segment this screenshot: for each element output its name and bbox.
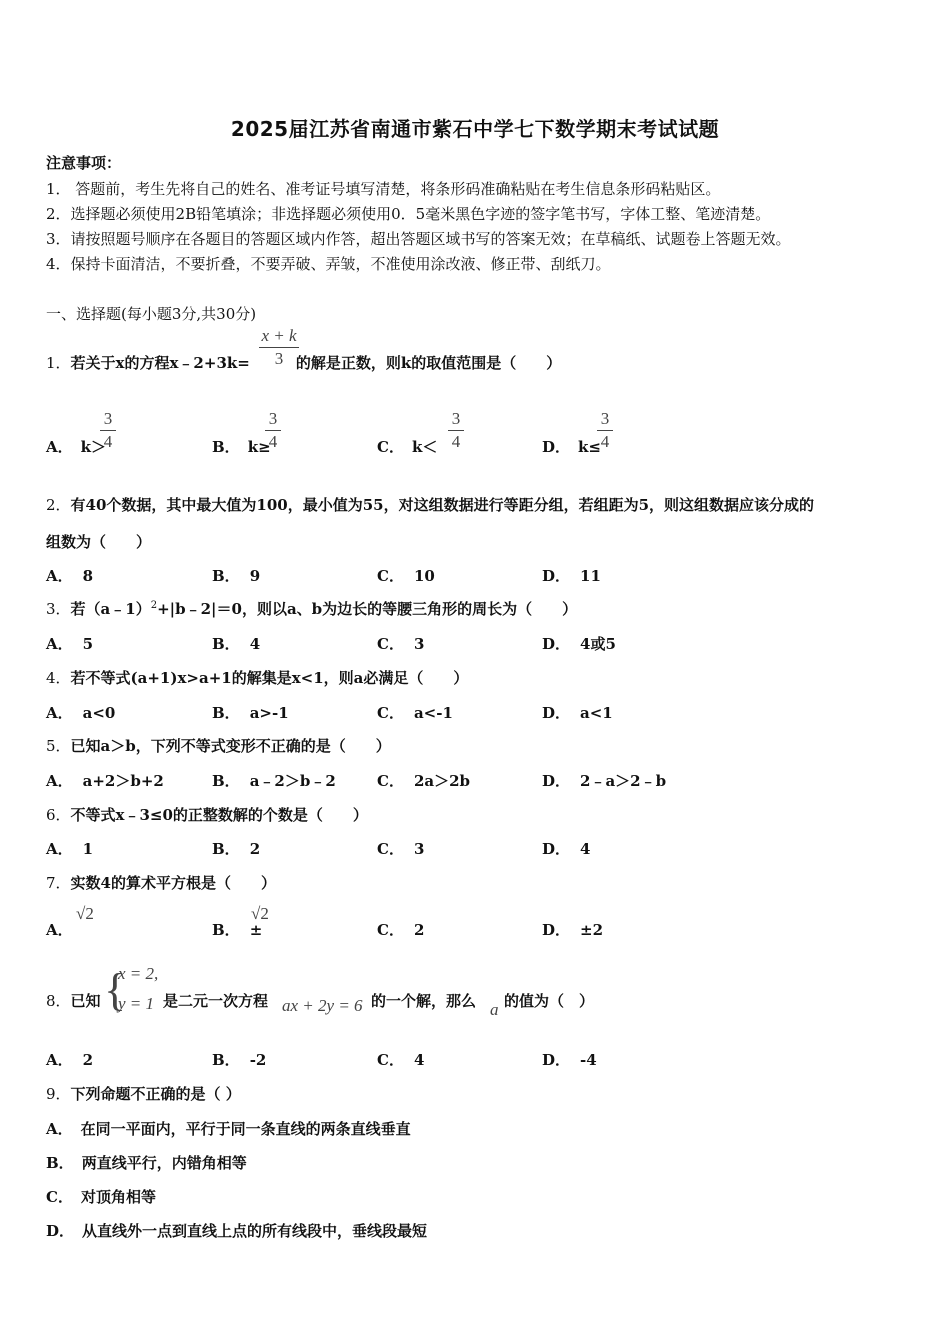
q6-option-d[interactable]: D． 4: [542, 840, 591, 858]
note-item: 4．保持卡面清洁，不要折叠，不要弄破、弄皱，不准使用涂改液、修正带、刮纸刀。: [46, 255, 611, 273]
q2-number: 2．: [46, 496, 71, 514]
q9-option-c[interactable]: C． 对顶角相等: [46, 1188, 156, 1206]
q3-option-a[interactable]: A． 5: [46, 635, 94, 653]
q7-option-b-sqrt: √2: [251, 904, 269, 923]
q1-option-c-fraction: 3 4: [448, 409, 464, 452]
notes-heading: 注意事项：: [46, 154, 122, 172]
question-7: 7．实数4的算术平方根是（ ）: [46, 874, 276, 892]
q9-option-d[interactable]: D． 从直线外一点到直线上点的所有线段中，垂线段最短: [46, 1222, 428, 1240]
page-title: 2025届江苏省南通市紫石中学七下数学期末考试试题: [230, 117, 720, 141]
q1-option-b[interactable]: B． k≥: [212, 438, 271, 456]
q6-option-a[interactable]: A． 1: [46, 840, 94, 858]
q1-fraction-numerator: x + k: [261, 326, 297, 345]
note-item: 2．选择题必须使用2B铅笔填涂；非选择题必须使用0．5毫米黑色字迹的签字笔书写，字体工整、笔迹清楚。: [46, 205, 771, 223]
q6-option-c[interactable]: C． 3: [377, 840, 425, 858]
question-1: [46, 352, 561, 373]
question-3: 3．若（a﹣1）$^2$+|b﹣2|＝0，则以a、b为边长的等腰三角形的周长为（ ）: [46, 600, 578, 618]
q7-option-d[interactable]: D． ±2: [542, 921, 604, 939]
q3-option-d[interactable]: D． 4或5: [542, 635, 616, 653]
q1-fraction-denominator: 3: [274, 349, 284, 368]
q1-option-b-fraction: 3 4: [265, 409, 281, 452]
q7-option-a[interactable]: A．: [46, 921, 73, 939]
q8-equation: ax + 2y = 6: [282, 996, 363, 1015]
q1-fraction: [259, 326, 299, 369]
q5-option-c[interactable]: C． 2a＞2b: [377, 772, 471, 790]
section-heading: 一、选择题(每小题3分,共30分): [46, 305, 257, 323]
q2-option-d[interactable]: D． 11: [542, 567, 601, 585]
q1-option-a[interactable]: A． k＞: [46, 438, 107, 456]
q8-text-c: 的一个解，那么: [371, 992, 477, 1010]
q2-option-b[interactable]: B． 9: [212, 567, 261, 585]
q4-option-c[interactable]: C． a<-1: [377, 704, 453, 722]
q1-option-d-fraction: 3 4: [597, 409, 613, 452]
q1-option-a-fraction: 3 4: [100, 409, 116, 452]
q7-option-c[interactable]: C． 2: [377, 921, 425, 939]
q2-text-line1: 有40个数据，其中最大值为100，最小值为55，对这组数据进行等距分组，若组距为5，则这组数据应该分成的: [70, 496, 815, 514]
q2-option-c[interactable]: C． 10: [377, 567, 435, 585]
q8-variable: a: [490, 1000, 499, 1019]
q6-option-b[interactable]: B． 2: [212, 840, 261, 858]
q5-option-b[interactable]: B． a﹣2＞b﹣2: [212, 772, 336, 790]
q2-text-line2: 组数为（ ）: [46, 533, 152, 551]
q8-system-line1: x = 2,: [118, 964, 159, 983]
q3-option-b[interactable]: B． 4: [212, 635, 261, 653]
q4-option-d[interactable]: D． a<1: [542, 704, 613, 722]
question-9: 9．下列命题不正确的是（ ）: [46, 1085, 241, 1103]
q1-option-d[interactable]: D． k≤: [542, 438, 601, 456]
q8-option-b[interactable]: B． -2: [212, 1051, 267, 1069]
q8-option-a[interactable]: A． 2: [46, 1051, 94, 1069]
q1-text-a: 若关于x的方程x﹣2+3k=: [70, 354, 250, 372]
q8-option-c[interactable]: C． 4: [377, 1051, 425, 1069]
q2-option-a[interactable]: A． 8: [46, 567, 94, 585]
q9-option-a[interactable]: A． 在同一平面内，平行于同一条直线的两条直线垂直: [46, 1120, 411, 1138]
q5-option-d[interactable]: D． 2﹣a＞2﹣b: [542, 772, 667, 790]
question-8: 8．已知: [46, 992, 101, 1010]
q7-option-a-sqrt: √2: [76, 904, 94, 923]
q8-text-b: 是二元一次方程: [163, 992, 269, 1010]
question-5: 5．已知a＞b，下列不等式变形不正确的是（ ）: [46, 737, 391, 755]
q5-option-a[interactable]: A． a+2＞b+2: [46, 772, 164, 790]
question-6: 6．不等式x﹣3≤0的正整数解的个数是（ ）: [46, 806, 368, 824]
q8-option-d[interactable]: D． -4: [542, 1051, 597, 1069]
q1-option-c[interactable]: C． k＜: [377, 438, 438, 456]
q3-option-c[interactable]: C． 3: [377, 635, 425, 653]
q8-brace: {: [104, 964, 127, 1015]
q1-text-b: 的解是正数，则k的取值范围是（ ）: [295, 354, 562, 372]
q4-option-a[interactable]: A． a<0: [46, 704, 116, 722]
q7-option-b[interactable]: B． ±: [212, 921, 263, 939]
question-2: [46, 494, 814, 515]
note-item: 3．请按照题号顺序在各题目的答题区域内作答，超出答题区域书写的答案无效；在草稿纸、试题卷上答题无效。: [46, 230, 791, 248]
q9-option-b[interactable]: B． 两直线平行，内错角相等: [46, 1154, 247, 1172]
q4-option-b[interactable]: B． a>-1: [212, 704, 289, 722]
note-item: 1． 答题前，考生先将自己的姓名、准考证号填写清楚，将条形码准确粘贴在考生信息条形码粘贴区。: [46, 180, 721, 198]
q1-number: 1．: [46, 354, 71, 372]
question-4: 4．若不等式(a+1)x>a+1的解集是x<1，则a必满足（ ）: [46, 669, 469, 687]
q8-text-d: 的值为（ ）: [504, 992, 595, 1010]
q8-system-line2: y = 1: [118, 994, 155, 1013]
